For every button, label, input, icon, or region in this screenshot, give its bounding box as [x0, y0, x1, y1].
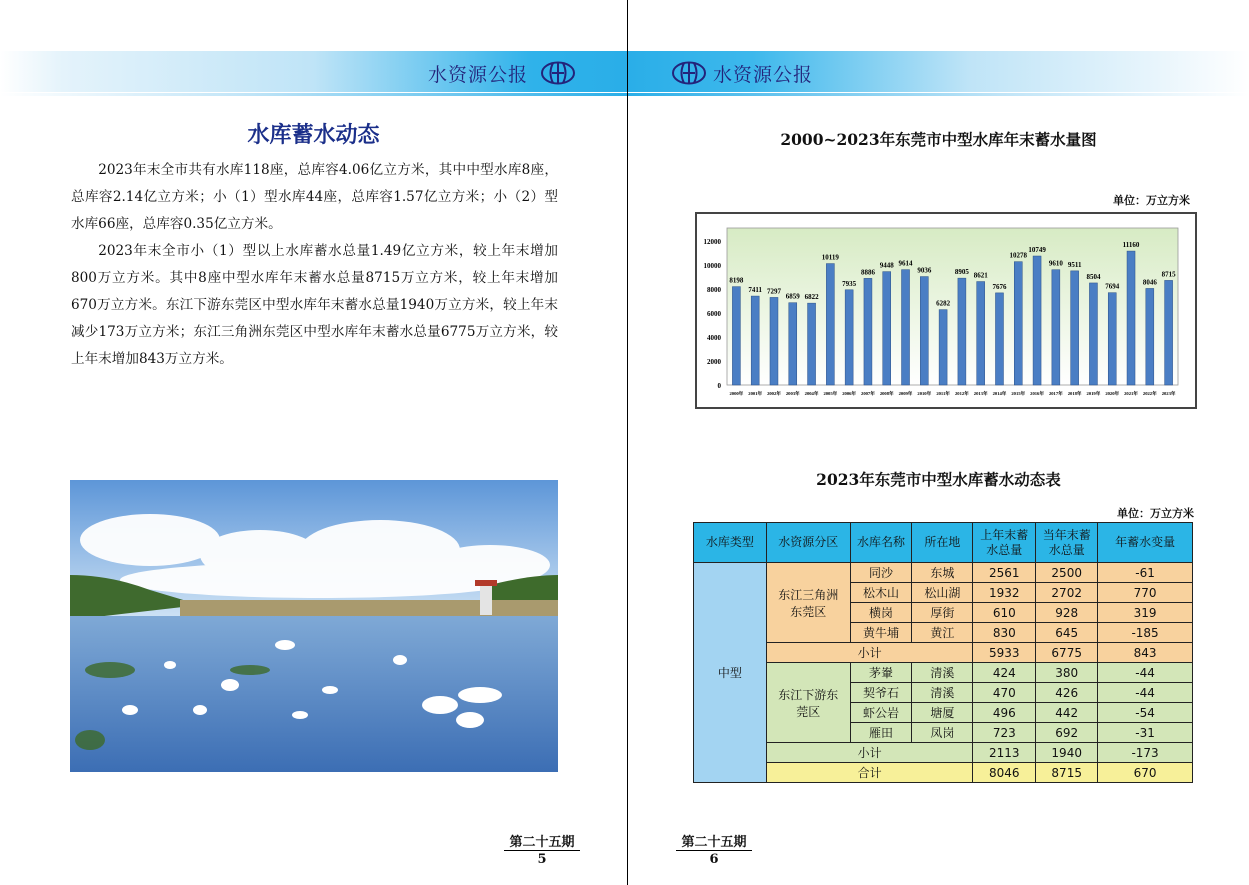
- total-row: [694, 763, 1193, 783]
- x-tick-label: 2013年: [973, 391, 988, 396]
- x-tick-label: 2012年: [954, 391, 969, 396]
- water-logo-icon: [541, 61, 575, 85]
- table-unit: 单位：万立方米: [1117, 507, 1194, 520]
- issue-label-right: 第二十五期: [676, 831, 752, 851]
- x-tick-label: 2014年: [992, 391, 1007, 396]
- subtotal-cell: 1940: [1036, 743, 1098, 763]
- total-cell: 670: [1098, 763, 1193, 783]
- table-cell: -44: [1098, 683, 1193, 703]
- data-label: 7935: [842, 279, 857, 288]
- table-cell: 470: [973, 683, 1036, 703]
- bar: [1108, 293, 1116, 385]
- table-cell: 645: [1036, 623, 1098, 643]
- x-tick-label: 2002年: [767, 391, 781, 396]
- bar: [883, 272, 891, 385]
- data-label: 7694: [1105, 282, 1120, 291]
- x-tick-label: 2003年: [785, 391, 800, 396]
- col-header: 年蓄水变量: [1098, 523, 1193, 563]
- subtotal-row: [694, 643, 1193, 663]
- table-cell: 424: [973, 663, 1036, 683]
- reservoir-type-cell: 中型: [694, 563, 767, 783]
- data-label: 6859: [785, 292, 800, 301]
- x-tick-label: 2015年: [1011, 391, 1026, 396]
- data-label: 7676: [992, 282, 1007, 291]
- table-cell: 清溪: [912, 663, 973, 683]
- table-cell: 塘厦: [912, 703, 973, 723]
- table-cell: -44: [1098, 663, 1193, 683]
- bar: [789, 303, 797, 385]
- table-cell: 契爷石: [850, 683, 912, 703]
- x-tick-label: 2008年: [879, 391, 894, 396]
- table-cell: 2561: [973, 563, 1036, 583]
- table-cell: 442: [1036, 703, 1098, 723]
- bar: [751, 296, 759, 385]
- total-cell: 8046: [973, 763, 1036, 783]
- bar: [958, 278, 966, 385]
- table-cell: 723: [973, 723, 1036, 743]
- bar: [808, 303, 816, 385]
- table-cell: 凤岗: [912, 723, 973, 743]
- bar: [732, 287, 740, 385]
- bar: [920, 277, 928, 385]
- x-tick-label: 2004年: [804, 391, 819, 396]
- table-cell: 雁田: [850, 723, 912, 743]
- table-cell: 厚街: [912, 603, 973, 623]
- table-cell: -31: [1098, 723, 1193, 743]
- data-label: 9448: [879, 261, 894, 270]
- data-label: 7297: [766, 287, 781, 296]
- paragraph: 2023年末全市小（1）型以上水库蓄水总量1.49亿立方米，较上年末增加800万立方米。其中8座中型水库年末蓄水总量8715万立方米，较上年末增加670万立方米。东江下游东莞区中型水库年末蓄水总量1940万立方米，较上年末减少173万立方米；东江三角洲东莞区中型水库年末蓄水总量6775万立方米，较上年末增加843万立方米。: [71, 243, 558, 367]
- table-cell: 426: [1036, 683, 1098, 703]
- subtotal-row: [694, 743, 1193, 763]
- data-label: 10278: [1009, 251, 1028, 260]
- table-cell: 610: [973, 603, 1036, 623]
- table-cell: 松木山: [850, 583, 912, 603]
- y-tick-label: 12000: [703, 238, 721, 246]
- col-header: 水库名称: [850, 523, 912, 563]
- data-label: 10119: [821, 253, 839, 262]
- table-cell: 东城: [912, 563, 973, 583]
- data-label: 8621: [973, 271, 988, 280]
- table-cell: -54: [1098, 703, 1193, 723]
- table-cell: 2500: [1036, 563, 1098, 583]
- table-cell: -185: [1098, 623, 1193, 643]
- bar: [1033, 256, 1041, 385]
- col-header: 当年末蓄水总量: [1036, 523, 1098, 563]
- x-tick-label: 2021年: [1124, 391, 1138, 396]
- col-header: 水库类型: [694, 523, 767, 563]
- bar: [995, 293, 1003, 385]
- y-tick-label: 10000: [703, 262, 721, 270]
- bar: [1071, 271, 1079, 385]
- subtotal-cell: 2113: [973, 743, 1036, 763]
- bar: [826, 264, 834, 385]
- x-tick-label: 2005年: [823, 391, 838, 396]
- subtotal-cell: 5933: [973, 643, 1036, 663]
- data-label: 10749: [1028, 246, 1046, 255]
- data-label: 8886: [860, 268, 875, 277]
- data-label: 11160: [1122, 241, 1140, 250]
- data-label: 9614: [898, 259, 913, 268]
- data-label: 9511: [1067, 260, 1082, 269]
- bar: [977, 282, 985, 385]
- table-cell: 928: [1036, 603, 1098, 623]
- paragraph: 2023年末全市共有水库118座，总库容4.06亿立方米，其中中型水库8座，总库容2.14亿立方米；小（1）型水库44座，总库容1.57亿立方米；小（2）型水库66座，总库容0.35亿立方米。: [71, 162, 558, 232]
- table-cell: 830: [973, 623, 1036, 643]
- table-cell: 380: [1036, 663, 1098, 683]
- col-header: 水资源分区: [766, 523, 850, 563]
- bar: [1014, 262, 1022, 385]
- bar: [1127, 251, 1135, 385]
- x-tick-label: 2000年: [729, 391, 744, 396]
- table-row: [694, 663, 1193, 683]
- chart-title: 2000~2023年东莞市中型水库年末蓄水量图: [780, 130, 1097, 149]
- bar: [864, 278, 872, 385]
- bar: [1052, 270, 1060, 385]
- y-tick-label: 4000: [707, 334, 721, 342]
- col-header: 所在地: [912, 523, 973, 563]
- header-rule-right: [628, 93, 1249, 96]
- table-cell: 横岗: [850, 603, 912, 623]
- reservoir-egrets-photo: [70, 480, 558, 772]
- x-tick-label: 2020年: [1105, 391, 1120, 396]
- section-title: 水库蓄水动态: [247, 122, 380, 148]
- bar: [1089, 283, 1097, 385]
- subtotal-cell: -173: [1098, 743, 1193, 763]
- publication-name-left: 水资源公报: [428, 64, 529, 86]
- table-cell: 2702: [1036, 583, 1098, 603]
- water-logo-icon: [672, 61, 706, 85]
- subtotal-cell: 6775: [1036, 643, 1098, 663]
- page-number-right: 6: [709, 852, 719, 867]
- table-cell: 1932: [973, 583, 1036, 603]
- x-tick-label: 2006年: [842, 391, 857, 396]
- bar: [845, 290, 853, 385]
- zone-cell: 东江下游东莞区: [766, 663, 850, 743]
- data-label: 8198: [729, 276, 744, 285]
- table-cell: 黄牛埔: [850, 623, 912, 643]
- table-cell: 同沙: [850, 563, 912, 583]
- y-tick-label: 0: [717, 382, 721, 390]
- page-number-left: 5: [537, 852, 547, 867]
- x-tick-label: 2007年: [861, 391, 875, 396]
- y-tick-label: 2000: [707, 358, 721, 366]
- table-cell: -61: [1098, 563, 1193, 583]
- x-tick-label: 2018年: [1067, 391, 1082, 396]
- x-tick-label: 2001年: [748, 391, 763, 396]
- data-label: 8715: [1161, 270, 1176, 279]
- table-cell: 770: [1098, 583, 1193, 603]
- header-rule-left: [0, 93, 627, 96]
- x-tick-label: 2019年: [1086, 391, 1101, 396]
- x-tick-label: 2022年: [1142, 391, 1157, 396]
- x-tick-label: 2011年: [936, 391, 950, 396]
- data-label: 7411: [748, 286, 762, 295]
- y-tick-label: 8000: [707, 286, 721, 294]
- x-tick-label: 2010年: [917, 391, 932, 396]
- table-cell: 黄江: [912, 623, 973, 643]
- x-tick-label: 2016年: [1030, 391, 1044, 396]
- data-label: 6822: [804, 293, 819, 302]
- table-cell: 496: [973, 703, 1036, 723]
- chart-unit: 单位：万立方米: [1113, 194, 1190, 207]
- y-tick-label: 6000: [707, 310, 721, 318]
- data-label: 6282: [936, 299, 951, 308]
- publication-name-right: 水资源公报: [713, 64, 814, 86]
- data-label: 8046: [1142, 278, 1157, 287]
- table-cell: 692: [1036, 723, 1098, 743]
- subtotal-label: 小计: [766, 643, 973, 663]
- bar: [939, 310, 947, 385]
- bar: [770, 297, 778, 385]
- storage-bar-chart: [695, 212, 1197, 409]
- issue-label-left: 第二十五期: [504, 831, 580, 851]
- x-tick-label: 2009年: [898, 391, 913, 396]
- table-cell: 虾公岩: [850, 703, 912, 723]
- data-label: 9610: [1048, 259, 1063, 268]
- table-title: 2023年东莞市中型水库蓄水动态表: [816, 470, 1061, 489]
- subtotal-label: 小计: [766, 743, 973, 763]
- table-row: [694, 563, 1193, 583]
- zone-cell: 东江三角洲东莞区: [766, 563, 850, 643]
- bar: [1165, 280, 1173, 385]
- table-cell: 清溪: [912, 683, 973, 703]
- data-label: 8504: [1086, 272, 1101, 281]
- reservoir-storage-table: [693, 522, 1193, 783]
- x-tick-label: 2023年: [1161, 391, 1176, 396]
- table-cell: 319: [1098, 603, 1193, 623]
- bar: [1146, 288, 1154, 385]
- data-label: 9036: [917, 266, 932, 275]
- table-header-row: [694, 523, 1193, 563]
- data-label: 8905: [954, 268, 969, 277]
- subtotal-cell: 843: [1098, 643, 1193, 663]
- col-header: 上年末蓄水总量: [973, 523, 1036, 563]
- total-cell: 8715: [1036, 763, 1098, 783]
- header-band-left: [0, 51, 627, 92]
- total-label: 合计: [766, 763, 973, 783]
- x-tick-label: 2017年: [1048, 391, 1063, 396]
- table-cell: 茅輋: [850, 663, 912, 683]
- bar: [902, 270, 910, 385]
- table-cell: 松山湖: [912, 583, 973, 603]
